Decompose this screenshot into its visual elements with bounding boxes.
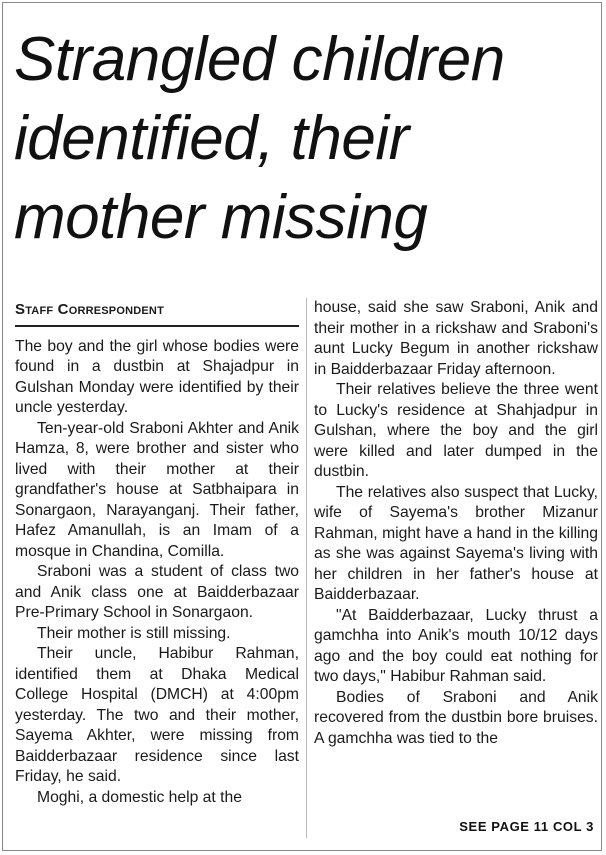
- paragraph: Their relatives believe the three went to Lucky's residence at Shahjadpur in Gulshan, where the boy and the girl were killed and later dumped in the dustbin.: [314, 381, 598, 480]
- column-right: [314, 298, 598, 749]
- column-left: [15, 300, 299, 808]
- headline-line-2: identified, their: [14, 104, 409, 173]
- paragraph: Their uncle, Habibur Rahman, identified them at Dhaka Medical College Hospital (DMCH) at 4:00pm yesterday. The two and their mother, Sayema Akhter, were missing from Baidderbazaar residence since last Friday, he said.: [15, 645, 299, 785]
- paragraph: Their mother is still missing.: [37, 624, 231, 642]
- paragraph: Ten-year-old Sraboni Akhter and Anik Hamza, 8, were brother and sister who lived with their mother at their grandfather's house at Satbhaipara in Sonargaon, Narayanganj. Their father, Hafez Amanullah, is an Imam of a mosque in Chandina, Comilla.: [15, 419, 299, 560]
- continuation-jump-line: SEE PAGE 11 COL 3: [459, 819, 594, 834]
- column-divider: [306, 298, 307, 838]
- paragraph: house, said she saw Sraboni, Anik and their mother in a rickshaw and Sraboni's aunt Lucky Begum in another rickshaw in Baidderbazaar Friday afternoon.: [314, 299, 598, 378]
- headline-line-3: mother missing: [14, 183, 428, 252]
- paragraph: Bodies of Sraboni and Anik recovered from the dustbin bore bruises. A gamchha was tied to the: [314, 688, 598, 747]
- paragraph: "At Baidderbazaar, Lucky thrust a gamchha into Anik's mouth 10/12 days ago and the boy could eat nothing for two days," Habibur Rahman said.: [314, 606, 598, 685]
- headline-line-1: Strangled children: [14, 25, 505, 94]
- paragraph: The boy and the girl whose bodies were found in a dustbin at Shajadpur in Gulshan Monday were identified by their uncle yesterday.: [15, 337, 299, 416]
- headline: [14, 20, 594, 257]
- paragraph: The relatives also suspect that Lucky, wife of Sayema's brother Mizanur Rahman, might have a hand in the killing as she was against Sayema's living with her children in her father's house at Baidderbazaar.: [314, 483, 598, 603]
- paragraph: Moghi, a domestic help at the: [37, 788, 242, 806]
- byline: Staff Correspondent: [15, 300, 299, 327]
- paragraph: Sraboni was a student of class two and Anik class one at Baidderbazaar Pre-Primary School in Sonargaon.: [15, 563, 299, 621]
